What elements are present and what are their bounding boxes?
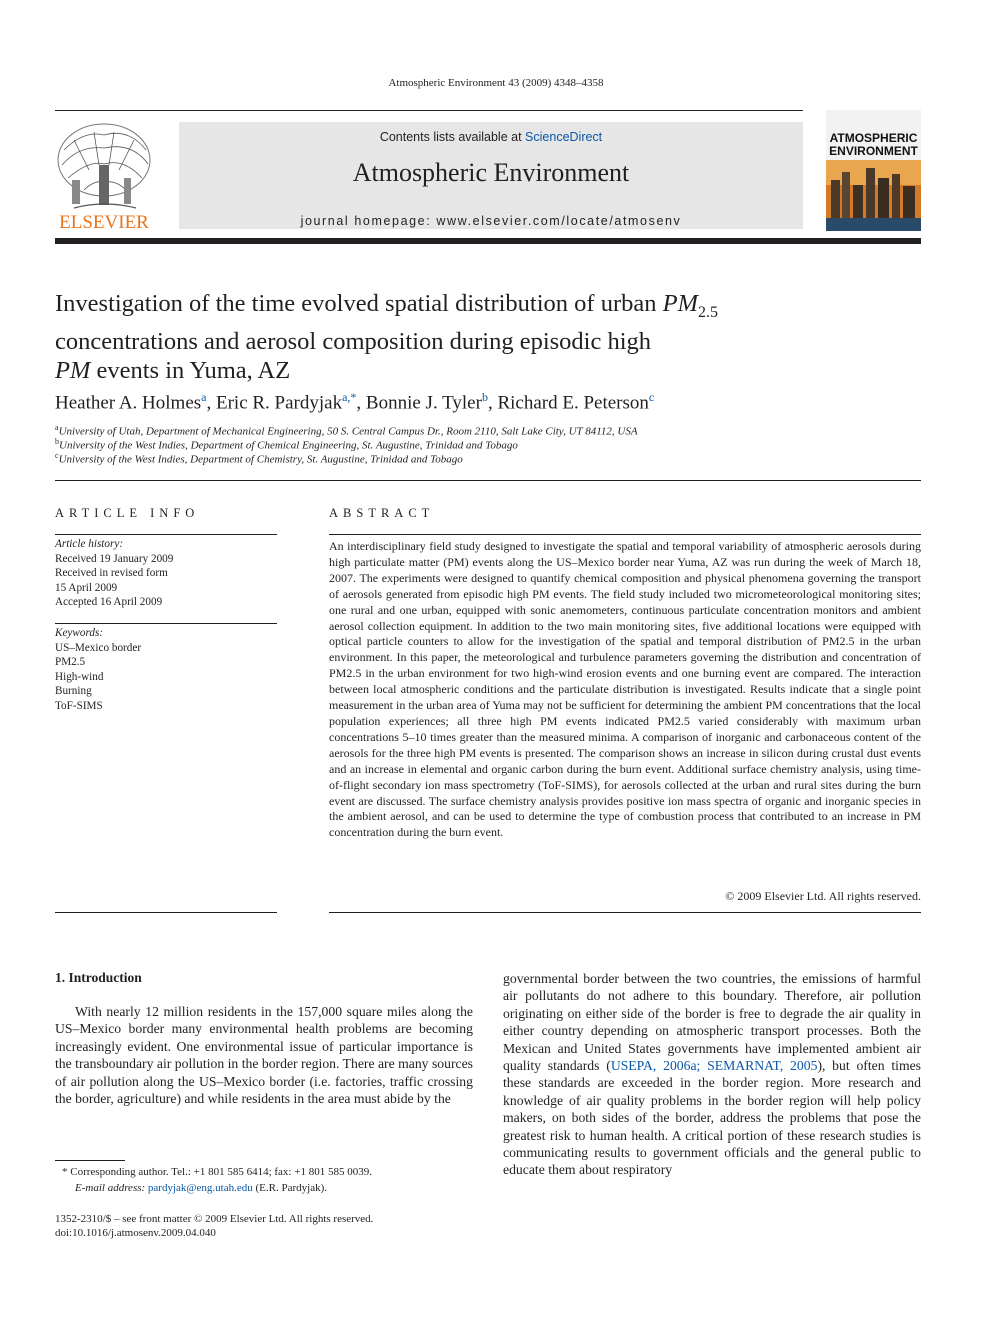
city-skyline-icon <box>826 160 921 231</box>
article-info-heading: ARTICLE INFO <box>55 506 200 520</box>
corresponding-author-note: * Corresponding author. Tel.: +1 801 585 6414; fax: +1 801 585 0039. <box>62 1166 372 1178</box>
footnote-rule <box>55 1160 125 1161</box>
keyword: Burning <box>55 685 92 697</box>
author-name: Bonnie J. Tyler <box>365 392 482 414</box>
intro-paragraph: With nearly 12 million residents in the 157,000 square miles along the US–Mexico border many environmental health problems are becoming increasingly evident. One environmental issue of particular importance is the transboundary air pollution in the border region. There are many sources of air pollution along the US–Mexico border (i.e. factories, traffic crossing the border, agriculture) and while residents in the area must abide by the <box>55 1004 473 1107</box>
elsevier-logo <box>54 120 154 232</box>
contents-prefix: Contents lists available at <box>379 130 522 144</box>
journal-citation: Atmospheric Environment 43 (2009) 4348–4358 <box>388 77 604 89</box>
article-title: Investigation of the time evolved spatial distribution of urban $PM_{2.5}$ concentrations and aerosol composition during episodic high PM events in Yuma, AZ <box>55 290 718 384</box>
journal-homepage[interactable]: journal homepage: www.elsevier.com/locate/atmosenv <box>300 214 682 228</box>
keywords: Keywords: US–Mexico border PM2.5 High-wind Burning ToF-SIMS <box>55 627 142 712</box>
doi-line[interactable]: doi:10.1016/j.atmosenv.2009.04.040 <box>55 1227 216 1239</box>
header-rule <box>55 110 803 111</box>
author-affiliation-marker[interactable]: a,* <box>342 390 357 404</box>
copyright-notice: © 2009 Elsevier Ltd. All rights reserved. <box>725 889 921 903</box>
issn-line: 1352-2310/$ – see front matter © 2009 Elsevier Ltd. All rights reserved. <box>55 1213 374 1225</box>
affiliation: $^c$University of the West Indies, Department of Chemistry, St. Augustine, Trinidad and Tobago <box>55 451 463 466</box>
section-rule <box>55 480 921 481</box>
reference-link[interactable]: USEPA, 2006a; SEMARNAT, 2005 <box>610 1058 818 1074</box>
journal-banner <box>179 122 803 229</box>
contents-line <box>179 130 803 144</box>
author-list: Heather A. Holmes$^a$, Eric R. Pardyjak$^{a,*}$, Bonnie J. Tyler$^b$, Richard E. Peterson$^c$ <box>55 390 655 414</box>
journal-title: Atmospheric Environment <box>352 158 630 187</box>
cover-title: ATMOSPHERIC ENVIRONMENT <box>829 131 918 158</box>
intro-paragraph-continued: governmental border between the two countries, the emissions of harmful air pollutants do not adhere to this boundary. Therefore, air pollution originating on either side of the border is free to degrade the air quality in either country depending on atmospheric transport processes. Both the Mexican and United States governments have implemented ambient air quality standards (USEPA, 2006a; SEMARNAT, 2005), but often times these standards are exceeded in the border region. More research and knowledge of air quality problems in the border region will help policy makers, on both sides of the border, address the problems that pose the greatest risk to human health. A critical portion of these research studies is communicating results to government officials and the general public to educate them about respiratory <box>503 971 921 1178</box>
author-name: Heather A. Holmes <box>55 392 202 414</box>
keyword: High-wind <box>55 670 104 683</box>
keyword: US–Mexico border <box>55 641 142 654</box>
keyword: PM2.5 <box>55 656 86 668</box>
abstract-heading: ABSTRACT <box>329 506 435 520</box>
email-note: E-mail address: pardyjak@eng.utah.edu (E.R. Pardyjak). <box>75 1182 327 1194</box>
email-link[interactable]: pardyjak@eng.utah.edu <box>147 1182 253 1194</box>
keyword: ToF-SIMS <box>55 699 103 712</box>
author-affiliation-marker[interactable]: a <box>201 390 207 404</box>
affiliation: $^b$University of the West Indies, Department of Chemical Engineering, St. Augustine, Trinidad and Tobago <box>55 437 518 452</box>
introduction-heading: 1. Introduction <box>55 970 142 985</box>
header-thick-rule <box>55 238 921 244</box>
author-name: Eric R. Pardyjak <box>215 392 343 414</box>
elsevier-wordmark: ELSEVIER <box>59 212 149 233</box>
abstract-text: An interdisciplinary field study designed to investigate the spatial and temporal variability of atmospheric aerosols during high particulate matter (PM) events along the US–Mexico border near Yuma, AZ was run during the week of March 18, 2007. The experiments were designed to quantify chemical composition and physical phenomena governing the transport of aerosols generated from episodic high PM events. The field study included two micrometeorological monitoring sites; one rural and one urban, equipped with sonic anemometers, continuous particulate concentration monitors and ambient aerosol collection equipment. In addition to the two main monitoring sites, five additional locations were equipped with optical particle counters to allow for the investigation of the spatial and temporal distribution of PM2.5 in the urban environment. In this paper, the meteorological and turbulence parameters governing the distribution and concentration of PM2.5 in the urban environment for two high-wind erosion events and one burning event are compared. The interaction between local atmospheric conditions and the particulate distribution is investigated. Results indicate that a single point measurement in the urban area of Yuma may not be sufficient for determining the ambient PM concentrations that the local population experiences; all three high PM events indicated PM2.5 varied considerably with maximum urban concentrations 5–10 times greater than the measured minima. A comparison of inorganic and carbonaceous content of the aerosols for the three high PM events is presented. The comparison shows an increase in silicon during crustal dust events and an increase in elemental and organic carbon during the burn event. Additional surface chemistry analysis, using time-of-flight secondary ion mass spectrometry (ToF-SIMS), for aerosols collected at the urban and rural sites during the burn event are discussed. The surface chemistry analysis provides positive ion mass spectra of organic and inorganic species in the ambient aerosol, and can be used to determine the type of combustion process that contributed to an increase in PM concentration during the burn event. <box>329 539 921 840</box>
sciencedirect-link[interactable]: ScienceDirect <box>525 130 603 144</box>
author-affiliation-marker[interactable]: c <box>648 390 655 404</box>
journal-cover <box>826 110 921 231</box>
article-history: Article history: Received 19 January 2009 Received in revised form 15 April 2009 Accepted 16 April 2009 <box>55 538 174 608</box>
author-name: Richard E. Peterson <box>497 392 649 414</box>
author-affiliation-marker[interactable]: b <box>481 390 488 404</box>
affiliation: $^a$University of Utah, Department of Mechanical Engineering, 50 S. Central Campus Dr., Room 2110, Salt Lake City, UT 84112, USA <box>55 423 638 438</box>
